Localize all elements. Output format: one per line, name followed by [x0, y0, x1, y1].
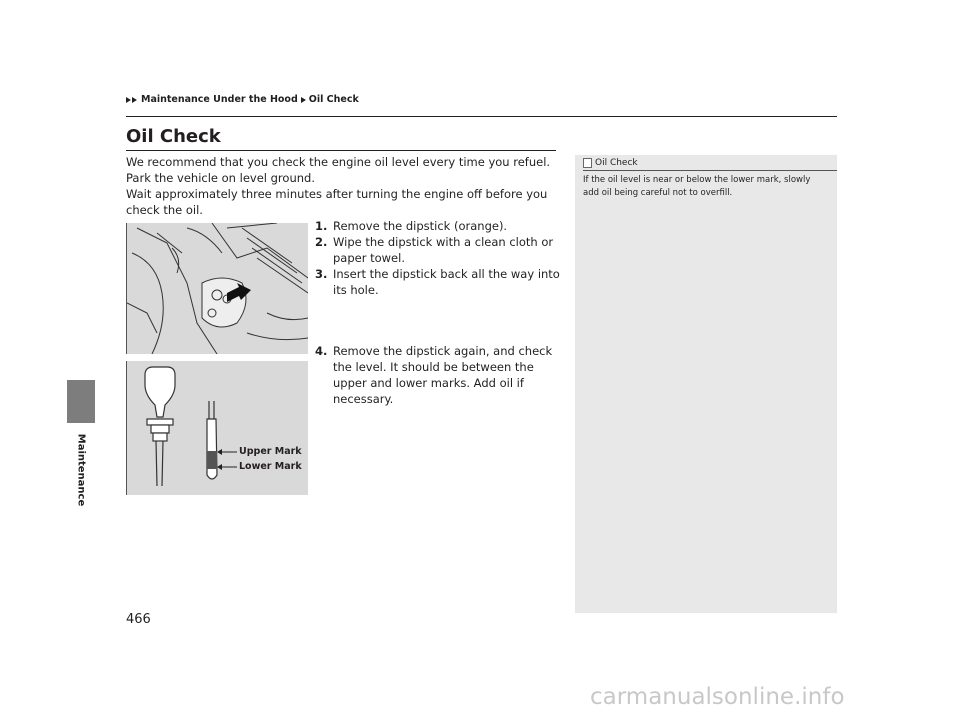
- watermark: carmanualsonline.info: [590, 684, 845, 710]
- step-2: [315, 234, 560, 266]
- engine-bay-drawing: [127, 223, 308, 354]
- step-number: 2.: [315, 235, 328, 249]
- note-title[interactable]: Oil Check: [595, 158, 638, 168]
- upper-mark-arrow-icon: [217, 449, 222, 455]
- section-tab-marker: [67, 380, 95, 423]
- note-text: If the oil level is near or below the lower mark, slowly add oil being careful not to overfill.: [583, 175, 811, 198]
- side-tab: [56, 420, 106, 520]
- breadcrumb: [126, 94, 359, 105]
- page-number: 466: [126, 612, 151, 627]
- steps-list: [315, 218, 560, 407]
- reference-icon: [583, 158, 592, 168]
- note-header: [583, 158, 638, 168]
- step-text: Remove the dipstick again, and check the level. It should be between the upper and lower marks. Add oil if necessary.: [333, 344, 553, 406]
- title-rule: [126, 150, 556, 151]
- page-title: Oil Check: [126, 126, 221, 147]
- step-4: [315, 343, 560, 407]
- intro-paragraph-2: Park the vehicle on level ground.: [126, 171, 315, 185]
- intro-paragraph-1: We recommend that you check the engine oil level every time you refuel.: [126, 155, 551, 169]
- breadcrumb-item-oil-check[interactable]: Oil Check: [308, 94, 359, 105]
- breadcrumb-item-maintenance-under-the-hood[interactable]: Maintenance Under the Hood: [141, 94, 298, 105]
- step-1: [315, 218, 560, 234]
- dipstick-marks-illustration: [126, 361, 308, 495]
- upper-mark-label: Upper Mark: [239, 446, 302, 457]
- header-rule: [126, 116, 837, 117]
- step-text: Remove the dipstick (orange).: [333, 219, 508, 233]
- step-number: 1.: [315, 219, 328, 233]
- intro-paragraph-3: Wait approximately three minutes after turning the engine off before you check the oil.: [126, 187, 548, 217]
- dipstick-drawing: [127, 361, 308, 495]
- step-number: 4.: [315, 344, 328, 358]
- lower-mark-label: Lower Mark: [239, 461, 302, 472]
- breadcrumb-arrow-icon: [126, 97, 137, 103]
- step-text: Insert the dipstick back all the way into its hole.: [333, 267, 560, 297]
- step-text: Wipe the dipstick with a clean cloth or paper towel.: [333, 235, 554, 265]
- lower-mark-arrow-icon: [217, 464, 222, 470]
- note-panel: [575, 155, 837, 613]
- step-3: [315, 266, 560, 298]
- step-number: 3.: [315, 267, 328, 281]
- breadcrumb-arrow-icon: [301, 97, 306, 103]
- engine-bay-illustration: [126, 223, 308, 354]
- side-tab-label: Maintenance: [75, 433, 87, 507]
- note-rule: [583, 170, 837, 171]
